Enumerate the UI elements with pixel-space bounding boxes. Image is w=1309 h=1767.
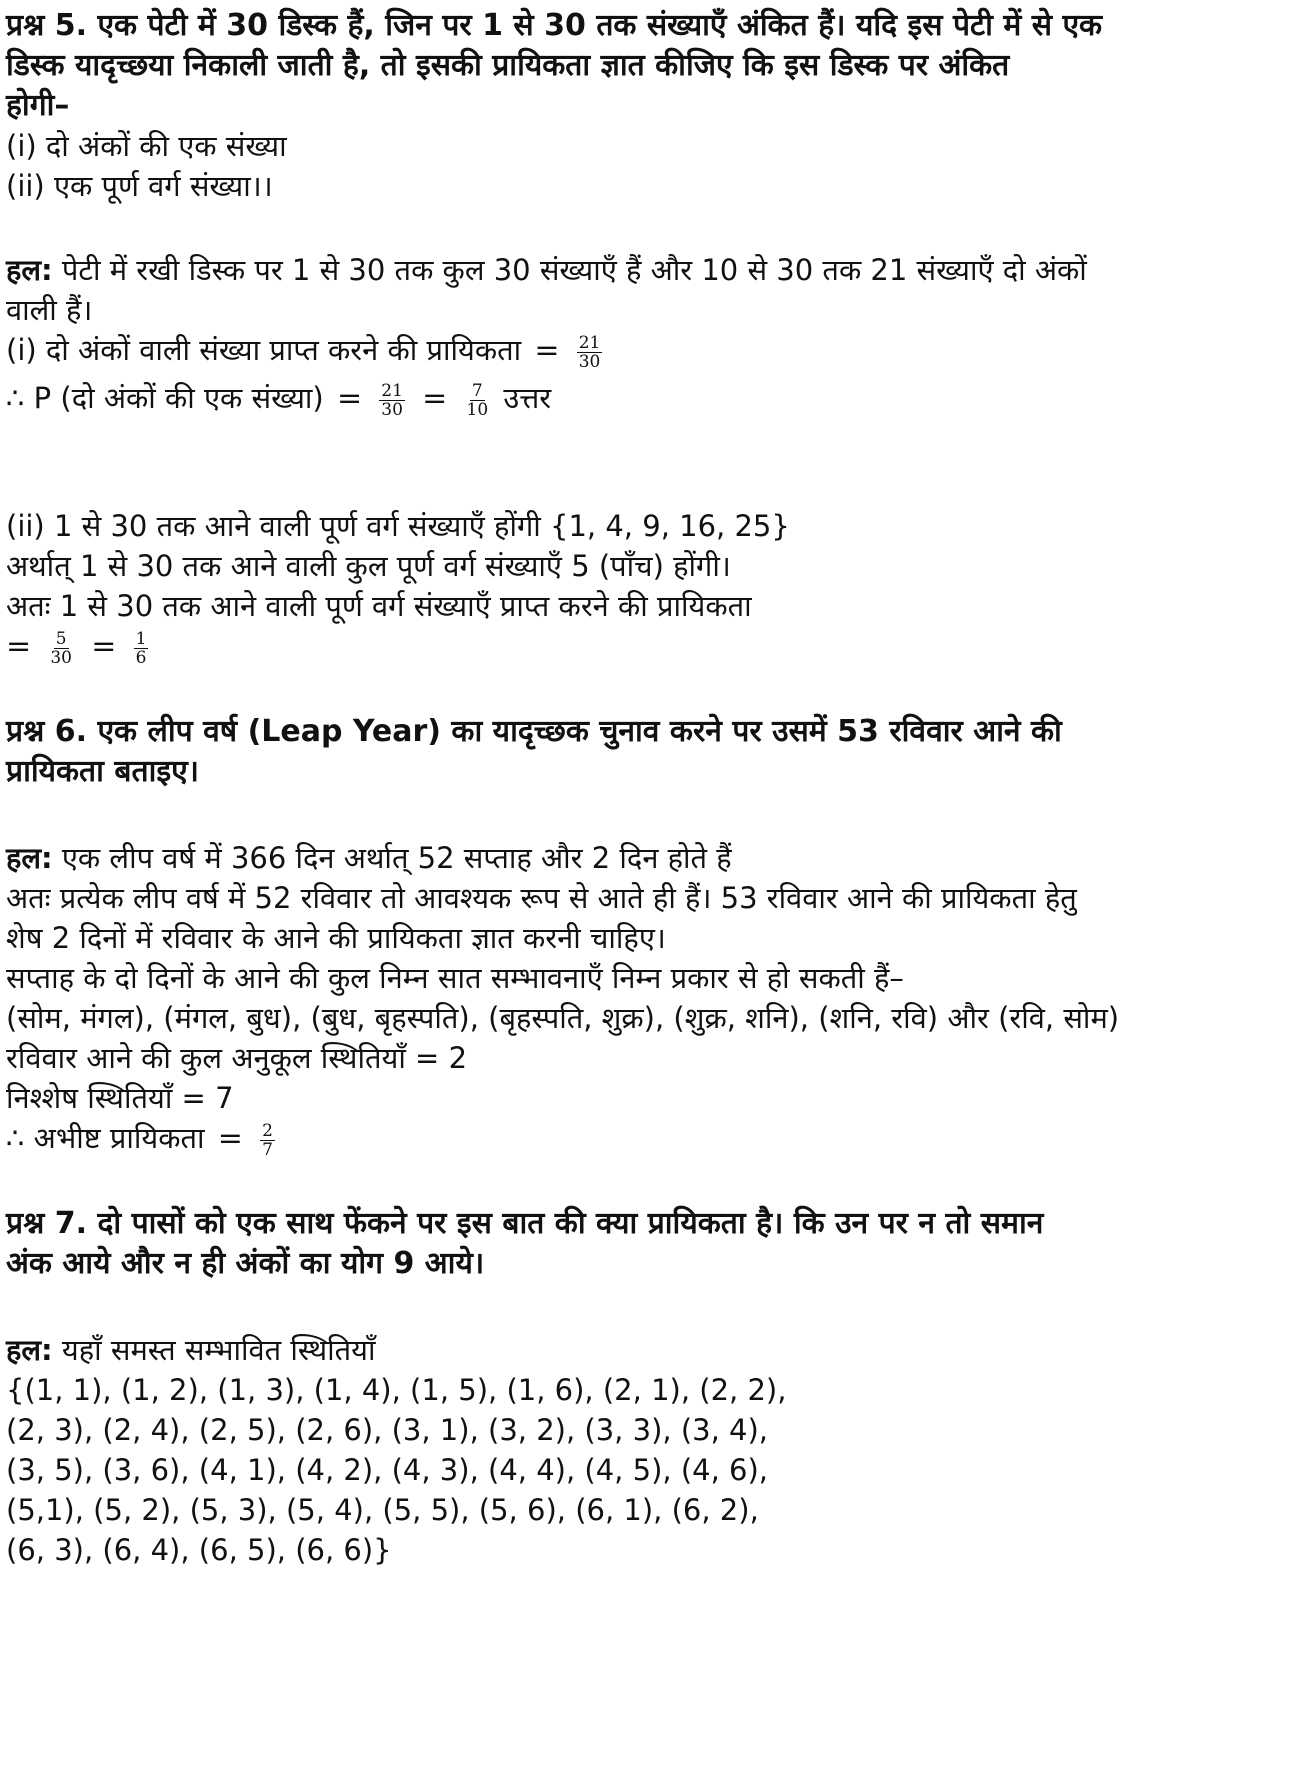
q6-line-6: निश्शेष स्थितियाँ = 7 bbox=[6, 1081, 234, 1115]
q5-solution-text: पेटी में रखी डिस्क पर 1 से 30 तक कुल 30 संख्याएँ हैं और 10 से 30 तक 21 संख्याएँ दो अंकों bbox=[61, 253, 1087, 287]
solution-label: हल: bbox=[6, 253, 53, 287]
q7-solution-line-1 bbox=[6, 1328, 376, 1372]
fraction-denominator: 30 bbox=[381, 399, 403, 420]
q5-part-i: (i) दो अंकों की एक संख्या bbox=[6, 129, 287, 163]
q6-line-3: सप्ताह के दो दिनों के आने की कुल निम्न सात सम्भावनाएँ निम्न प्रकार से हो सकती हैं– bbox=[6, 961, 904, 995]
fraction-denominator: 10 bbox=[466, 399, 489, 420]
q6-line-5: रविवार आने की कुल अनुकूल स्थितियाँ = 2 bbox=[6, 1041, 468, 1075]
equals-sign: = bbox=[217, 1121, 243, 1156]
fraction bbox=[577, 334, 603, 371]
fraction-numerator: 2 bbox=[262, 1120, 273, 1141]
q5-title-line-2: डिस्क यादृच्छया निकाली जाती है, तो इसकी प्रायिकता ज्ञात कीजिए कि इस डिस्क पर अंकित bbox=[6, 48, 1010, 83]
q7-outcomes-line-4: (5,1), (5, 2), (5, 3), (5, 4), (5, 5), (5, 6), (6, 1), (6, 2), bbox=[6, 1493, 759, 1527]
fraction-denominator: 30 bbox=[578, 351, 601, 372]
q5-title-line-3: होगी– bbox=[6, 88, 70, 123]
q5-ii-line-2: अर्थात् 1 से 30 तक आने वाली कुल पूर्ण वर्ग संख्याएँ 5 (पाँच) होंगी। bbox=[6, 549, 731, 583]
q5-solution-line-1 bbox=[6, 248, 1087, 292]
fraction-numerator: 7 bbox=[471, 380, 483, 401]
fraction-numerator: 5 bbox=[55, 628, 67, 649]
fraction-denominator: 7 bbox=[262, 1139, 273, 1160]
equals-sign: = bbox=[91, 629, 117, 664]
q5-part-ii: (ii) एक पूर्ण वर्ग संख्या।। bbox=[6, 169, 273, 203]
answer-label: उत्तर bbox=[503, 381, 552, 415]
q5-ii-result bbox=[6, 624, 152, 668]
q6-solution-text: एक लीप वर्ष में 366 दिन अर्थात् 52 सप्ताह और 2 दिन होते हैं bbox=[61, 841, 732, 875]
q5-i-probability bbox=[6, 328, 606, 372]
q7-title-line-2: अंक आये और न ही अंकों का योग 9 आये। bbox=[6, 1246, 485, 1281]
q7-title-line-1: प्रश्न 7. दो पासों को एक साथ फेंकने पर इस बात की क्या प्रायिकता है। कि उन पर न तो समान bbox=[6, 1206, 1044, 1241]
solution-label: हल: bbox=[6, 1333, 53, 1367]
fraction bbox=[379, 382, 405, 419]
fraction-numerator: 21 bbox=[381, 380, 403, 401]
fraction-numerator: 21 bbox=[578, 332, 601, 353]
fraction bbox=[260, 1122, 275, 1159]
equals-sign: = bbox=[336, 381, 363, 416]
q5-title-line-1: प्रश्न 5. एक पेटी में 30 डिस्क हैं, जिन पर 1 से 30 तक संख्याएँ अंकित हैं। यदि इस पेटी में से एक bbox=[6, 8, 1103, 43]
equals-sign: = bbox=[6, 629, 32, 664]
q6-line-4: (सोम, मंगल), (मंगल, बुध), (बुध, बृहस्पति), (बृहस्पति, शुक्र), (शुक्र, शनि), (शनि, रवि) और (रवि, सोम) bbox=[6, 1001, 1120, 1035]
q5-ii-line-1: (ii) 1 से 30 तक आने वाली पूर्ण वर्ग संख्याएँ होंगी {1, 4, 9, 16, 25} bbox=[6, 509, 790, 543]
q6-answer-text: ∴ अभीष्ट प्रायिकता bbox=[6, 1121, 205, 1155]
q6-line-2: शेष 2 दिनों में रविवार के आने की प्रायिकता ज्ञात करनी चाहिए। bbox=[6, 921, 666, 955]
q7-outcomes-line-1: {(1, 1), (1, 2), (1, 3), (1, 4), (1, 5), (1, 6), (2, 1), (2, 2), bbox=[6, 1373, 787, 1407]
equals-sign: = bbox=[422, 381, 448, 416]
solution-label: हल: bbox=[6, 841, 53, 875]
q5-ii-line-3: अतः 1 से 30 तक आने वाली पूर्ण वर्ग संख्याएँ प्राप्त करने की प्रायिकता bbox=[6, 589, 752, 623]
q6-answer bbox=[6, 1116, 279, 1160]
q6-solution-line-1 bbox=[6, 836, 732, 880]
fraction-denominator: 6 bbox=[135, 647, 147, 668]
q5-i-text: (i) दो अंकों वाली संख्या प्राप्त करने की प्रायिकता bbox=[6, 333, 522, 367]
q7-outcomes-line-2: (2, 3), (2, 4), (2, 5), (2, 6), (3, 1), (3, 2), (3, 3), (3, 4), bbox=[6, 1413, 769, 1447]
equals-sign: = bbox=[534, 333, 560, 368]
fraction-numerator: 1 bbox=[135, 628, 147, 649]
q7-solution-text: यहाँ समस्त सम्भावित स्थितियाँ bbox=[61, 1333, 376, 1367]
q6-line-1: अतः प्रत्येक लीप वर्ष में 52 रविवार तो आवश्यक रूप से आते ही हैं। 53 रविवार आने की प्रायिकता हेतु bbox=[6, 881, 1077, 915]
q5-p-text: ∴ P (दो अंकों की एक संख्या) bbox=[6, 381, 324, 415]
q6-title-line-2: प्रायिकता बताइए। bbox=[6, 754, 200, 789]
q5-solution-line-2: वाली हैं। bbox=[6, 293, 93, 327]
q6-title-line-1: प्रश्न 6. एक लीप वर्ष (Leap Year) का यादृच्छक चुनाव करने पर उसमें 53 रविवार आने की bbox=[6, 714, 1062, 749]
fraction bbox=[465, 382, 491, 419]
fraction-denominator: 30 bbox=[50, 647, 72, 668]
q5-p-line bbox=[6, 376, 551, 420]
fraction bbox=[134, 630, 149, 667]
q7-outcomes-line-5: (6, 3), (6, 4), (6, 5), (6, 6)} bbox=[6, 1533, 392, 1567]
q7-outcomes-line-3: (3, 5), (3, 6), (4, 1), (4, 2), (4, 3), (4, 4), (4, 5), (4, 6), bbox=[6, 1453, 769, 1487]
fraction bbox=[48, 630, 74, 667]
